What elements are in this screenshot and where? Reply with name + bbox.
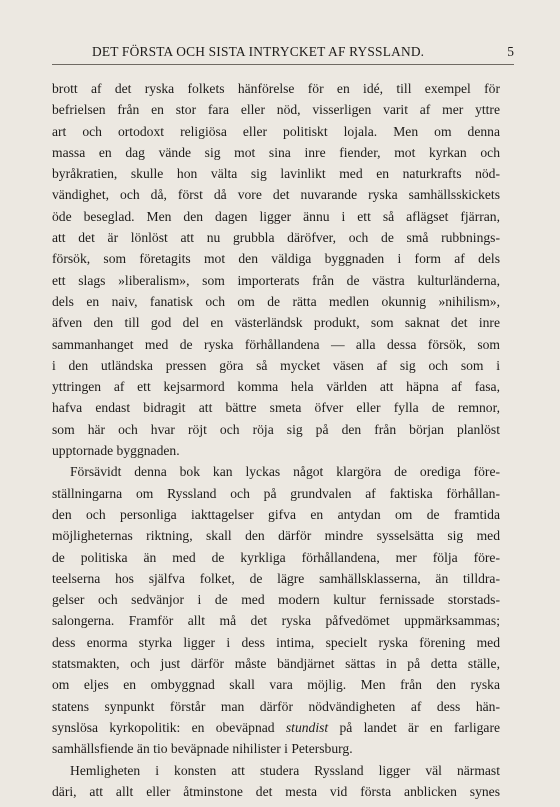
paragraph-start-line: Hemligheten i konsten att studera Ryssland ligger väl närmast <box>70 762 500 778</box>
paragraph-end-line: upptornade byggnaden. <box>52 443 180 459</box>
text-line: statens synpunkt förstår man därför nödvändigheten af dess hän- <box>52 698 500 714</box>
text-line: den och personliga iakttagelser gifva en antydan om de framtida <box>52 506 500 522</box>
text-line: om eljes en ombyggnad skall vara möjlig. Men från den ryska <box>52 677 500 693</box>
text-line: art och ortodoxt religiösa eller politiskt lojala. Men om denna <box>52 123 500 139</box>
paragraph-end-line: samhällsfiende än tio beväpnade nihilister i Petersburg. <box>52 741 353 757</box>
text-line: dels en naiv, fanatisk och om de rätta medlen okunnig »nihilism», <box>52 293 500 309</box>
text-line: möjligheternas riktning, skall den därför mindre sysselsätta sig med <box>52 528 500 544</box>
text-segment: på landet är en farligare <box>339 719 501 735</box>
text-line: teelserna hos själfva folket, de lägre samhällsklasserna, än tilldra- <box>52 570 500 586</box>
text-line: salongerna. Framför allt må det ryska påfvedömet uppmärksammas; <box>52 613 500 629</box>
text-line: yttringen af ett kejsarmord komma hela världen att häpna af fasa, <box>52 379 500 395</box>
text-segment: synslösa kyrkopolitik: en obeväpnad <box>52 719 275 735</box>
paragraph-start-line: Försävidt denna bok kan lyckas något klargöra de orediga före- <box>70 464 500 480</box>
text-line: däri, att allt eller åtminstone det mesta vid första anblicken synes <box>52 783 500 799</box>
text-line: som här och hvar röjt och röja sig på den från början planlöst <box>52 421 500 437</box>
running-title: DET FÖRSTA OCH SISTA INTRYCKET AF RYSSLAND. <box>92 44 425 59</box>
running-header <box>52 44 514 65</box>
text-line-with-italic <box>52 717 500 738</box>
text-line: vändighet, och då, först då vore det nuvarande ryska samhällsskickets <box>52 187 500 203</box>
text-line: brott af det ryska folkets hänförelse för en idé, till exempel för <box>52 81 500 96</box>
text-line: försök, som företagits mot den väldiga byggnaden i form af dels <box>52 251 500 267</box>
page-number: 5 <box>507 44 514 59</box>
text-line: ställningarna om Ryssland och på grundvalen af faktiska förhållan- <box>52 485 500 501</box>
text-line: hafva endast bidragit att bättre smeta öfver eller fylla de remnor, <box>52 400 500 416</box>
text-line: massa en dag vände sig mot sina inre fiender, mot kyrkan och <box>52 144 500 160</box>
text-line: byråkratien, skulle hon välta sig lavinlikt med en naturkrafts nöd- <box>52 166 500 182</box>
text-line: dess enorma styrka ligger i dess intima, specielt ryska förening med <box>52 634 500 650</box>
text-line: ett slags »liberalism», som importerats från de västra kulturländerna, <box>52 272 500 288</box>
body-text <box>52 78 500 802</box>
text-line: att det är lönlöst att nu grubbla däröfver, och de små rubbnings- <box>52 230 500 246</box>
text-line: öde beseglad. Men den dagen ligger ännu i ett så aflägset fjärran, <box>52 208 500 224</box>
text-line: de politiska än med de kyrkliga förhållandena, mer följa före- <box>52 549 500 565</box>
text-line: i den utländska pressen göra så mycket väsen af sig och som i <box>52 357 500 373</box>
text-line: sammanhanget med de ryska förhållandena — alla dessa försök, som <box>52 336 500 352</box>
text-line: befrielsen från en stor fara eller nöd, visserligen varit af mer yttre <box>52 102 500 118</box>
italic-word: stundist <box>285 719 329 735</box>
text-line: statsmakten, och just därför måste bändjärnet sättas in på detta ställe, <box>52 656 500 672</box>
text-line: gelser och sedvänjor i de med modern kultur fernissade storstads- <box>52 592 500 608</box>
text-line: äfven den till god del en västerländsk produkt, som saknat det inre <box>52 315 500 331</box>
